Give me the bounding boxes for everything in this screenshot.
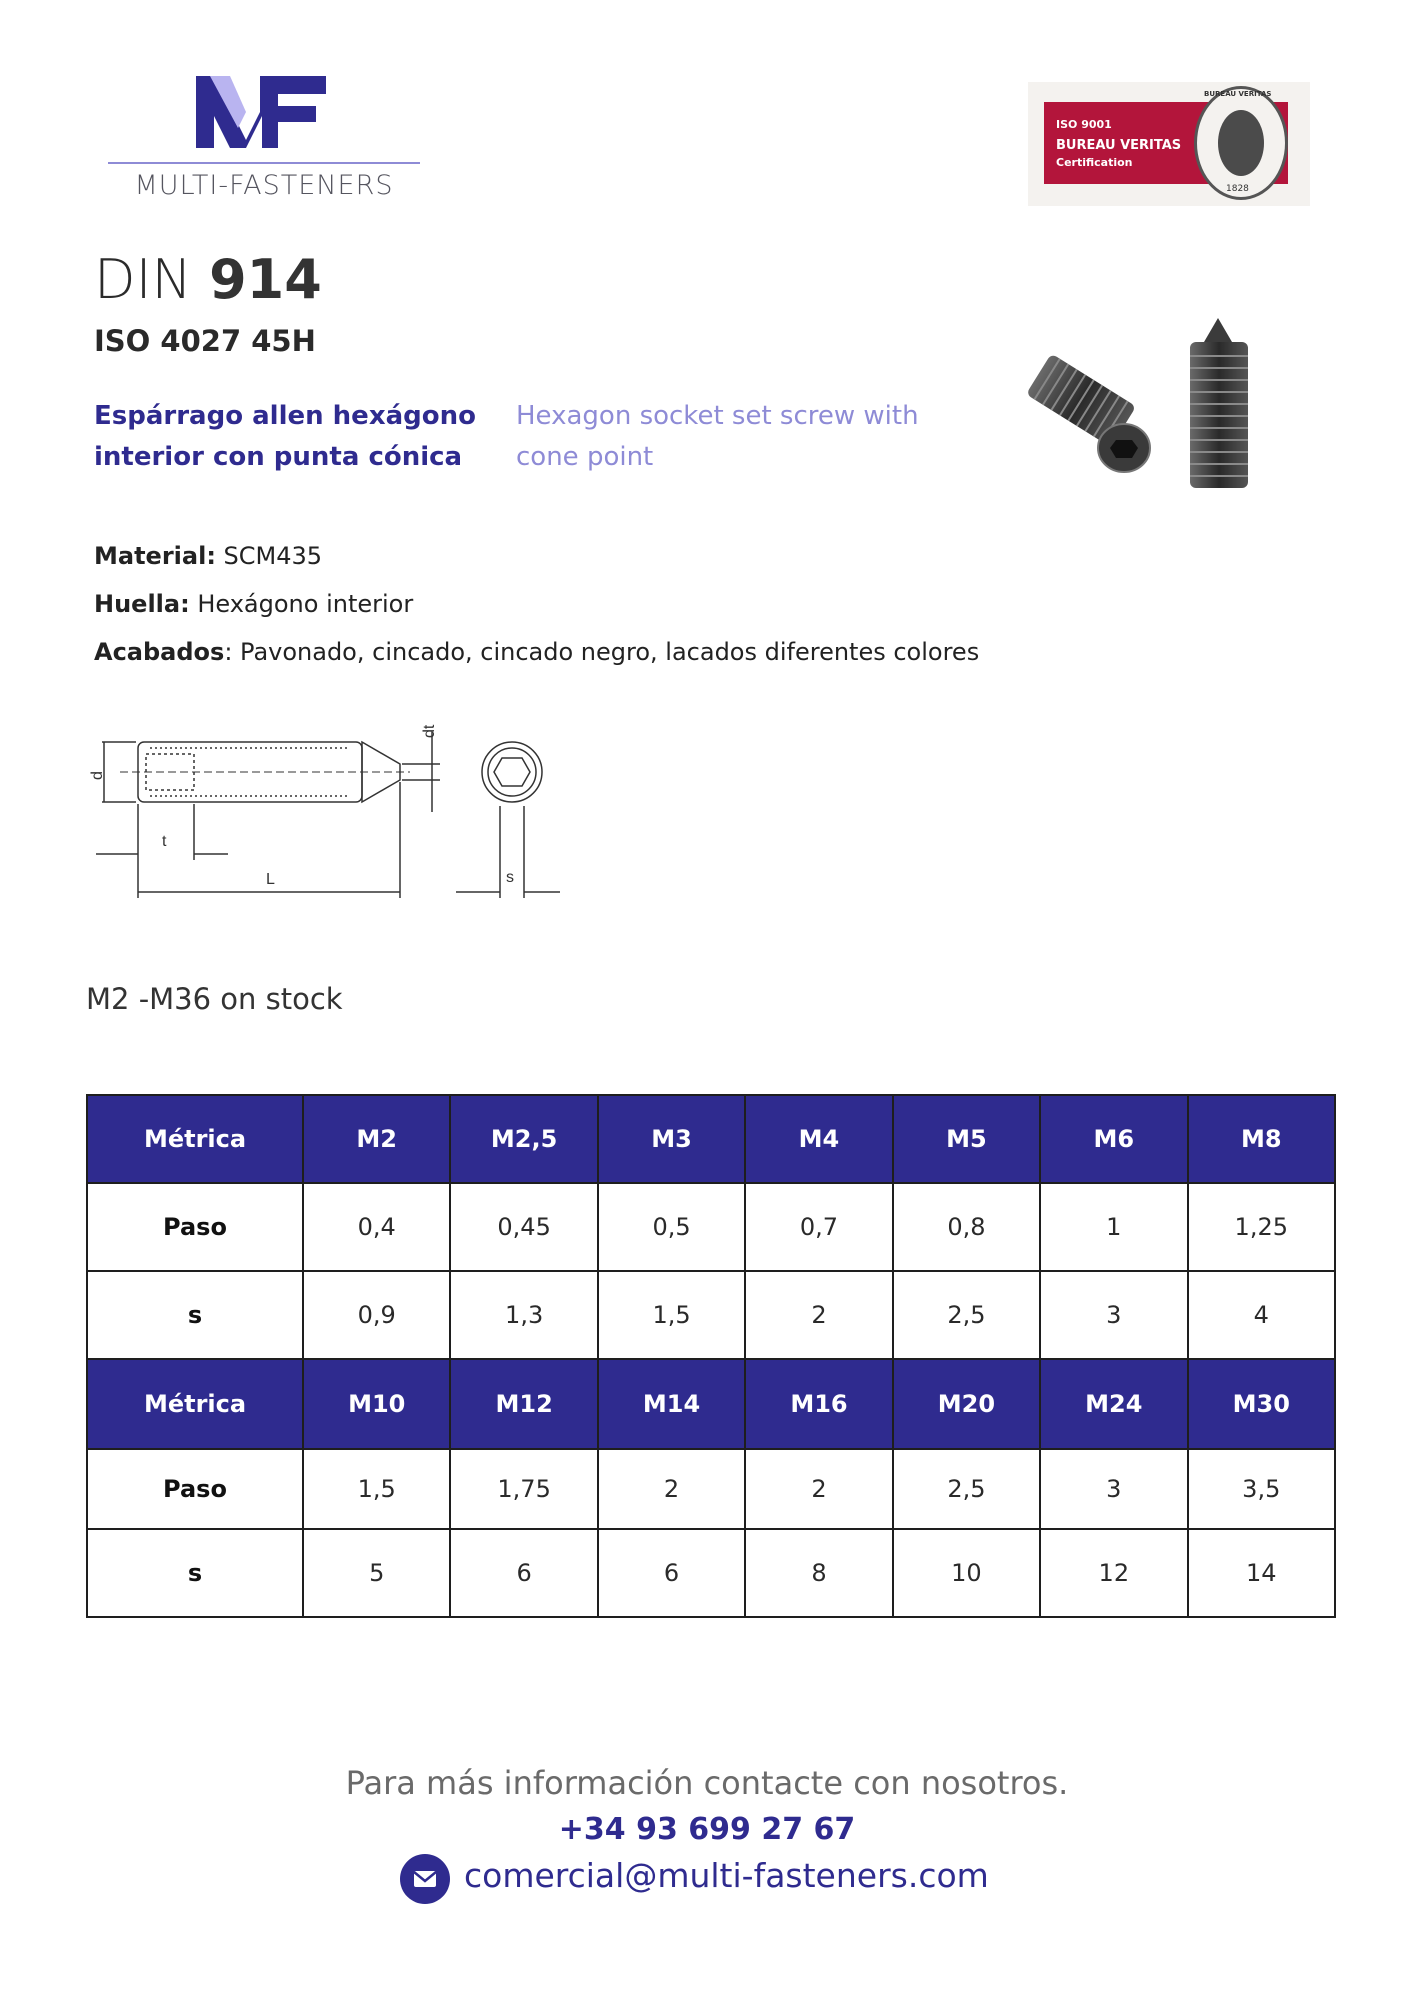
table-cell: 6 [598,1529,745,1617]
drawing-label-s: s [506,869,514,886]
phone-number[interactable]: +34 93 699 27 67 [558,1812,856,1847]
cert-company-label: BUREAU VERITAS [1056,138,1182,153]
header-label-cell: Métrica [87,1095,303,1183]
row-label-cell: s [87,1529,303,1617]
drawing-label-dt: dt [421,724,438,738]
cert-iso-label: ISO 9001 [1056,118,1112,131]
metric-size-cell: M4 [745,1095,892,1183]
metric-size-cell: M30 [1188,1359,1335,1449]
page-title [94,248,322,311]
drawing-label-d: d [90,771,106,780]
metric-size-cell: M2,5 [450,1095,597,1183]
row-label-cell: Paso [87,1183,303,1271]
table-row [87,1449,1335,1529]
table-cell: 3 [1040,1271,1187,1359]
table-header-row [87,1095,1335,1183]
metric-size-cell: M2 [303,1095,450,1183]
table-cell: 1,5 [598,1271,745,1359]
table-cell: 0,8 [893,1183,1040,1271]
company-name: MULTI-FASTENERS [134,170,394,201]
table-cell: 0,7 [745,1183,892,1271]
technical-drawing [90,722,570,912]
metric-size-cell: M14 [598,1359,745,1449]
table-cell: 4 [1188,1271,1335,1359]
metric-size-cell: M3 [598,1095,745,1183]
metric-size-cell: M5 [893,1095,1040,1183]
table-row [87,1529,1335,1617]
table-cell: 2,5 [893,1449,1040,1529]
product-name-spanish: Espárrago allen hexágono interior con punta cónica [94,401,476,472]
table-cell: 2,5 [893,1271,1040,1359]
metric-size-cell: M24 [1040,1359,1187,1449]
table-cell: 1,75 [450,1449,597,1529]
din-number: 914 [209,248,322,311]
table-row [87,1183,1335,1271]
drawing-label-L: L [266,871,275,888]
seal-year: 1828 [1226,184,1249,194]
row-label-cell: Paso [87,1449,303,1529]
seal-text: BUREAU VERITAS [1204,90,1272,98]
mail-icon [400,1854,450,1904]
table-cell: 12 [1040,1529,1187,1617]
metric-size-cell: M10 [303,1359,450,1449]
din-prefix: DIN [94,248,192,311]
metric-size-cell: M20 [893,1359,1040,1449]
table-cell: 0,4 [303,1183,450,1271]
iso-standard: ISO 4027 45H [94,324,316,358]
drawing-label-t: t [162,833,167,850]
property-drive: Huella: Hexágono interior [94,590,414,618]
header-label-cell: Métrica [87,1359,303,1449]
table-cell: 0,5 [598,1183,745,1271]
metric-size-cell: M6 [1040,1095,1187,1183]
table-cell: 8 [745,1529,892,1617]
table-cell: 3 [1040,1449,1187,1529]
table-cell: 2 [598,1449,745,1529]
cert-type-label: Certification [1056,156,1133,169]
table-cell: 1,3 [450,1271,597,1359]
product-name-english: Hexagon socket set screw with cone point [516,401,919,472]
table-cell: 1,5 [303,1449,450,1529]
metric-size-cell: M8 [1188,1095,1335,1183]
metric-size-cell: M16 [745,1359,892,1449]
table-cell: 0,9 [303,1271,450,1359]
product-photo [1020,312,1344,496]
table-cell: 3,5 [1188,1449,1335,1529]
table-cell: 5 [303,1529,450,1617]
contact-line: Para más información contacte con nosotros. [345,1764,1069,1802]
table-cell: 2 [745,1449,892,1529]
spec-table [86,1094,1336,1618]
iso-certification-badge [1028,82,1310,206]
table-cell: 14 [1188,1529,1335,1617]
table-cell: 1 [1040,1183,1187,1271]
stock-note: M2 -M36 on stock [86,982,343,1016]
table-cell: 2 [745,1271,892,1359]
property-material: Material: SCM435 [94,542,323,570]
email-link[interactable]: comercial@multi-fasteners.com [464,1856,989,1895]
table-cell: 1,25 [1188,1183,1335,1271]
row-label-cell: s [87,1271,303,1359]
table-cell: 10 [893,1529,1040,1617]
metric-size-cell: M12 [450,1359,597,1449]
table-row [87,1271,1335,1359]
table-cell: 6 [450,1529,597,1617]
table-cell: 0,45 [450,1183,597,1271]
property-finishes: Acabados: Pavonado, cincado, cincado negro, lacados diferentes colores [94,638,980,666]
table-header-row [87,1359,1335,1449]
